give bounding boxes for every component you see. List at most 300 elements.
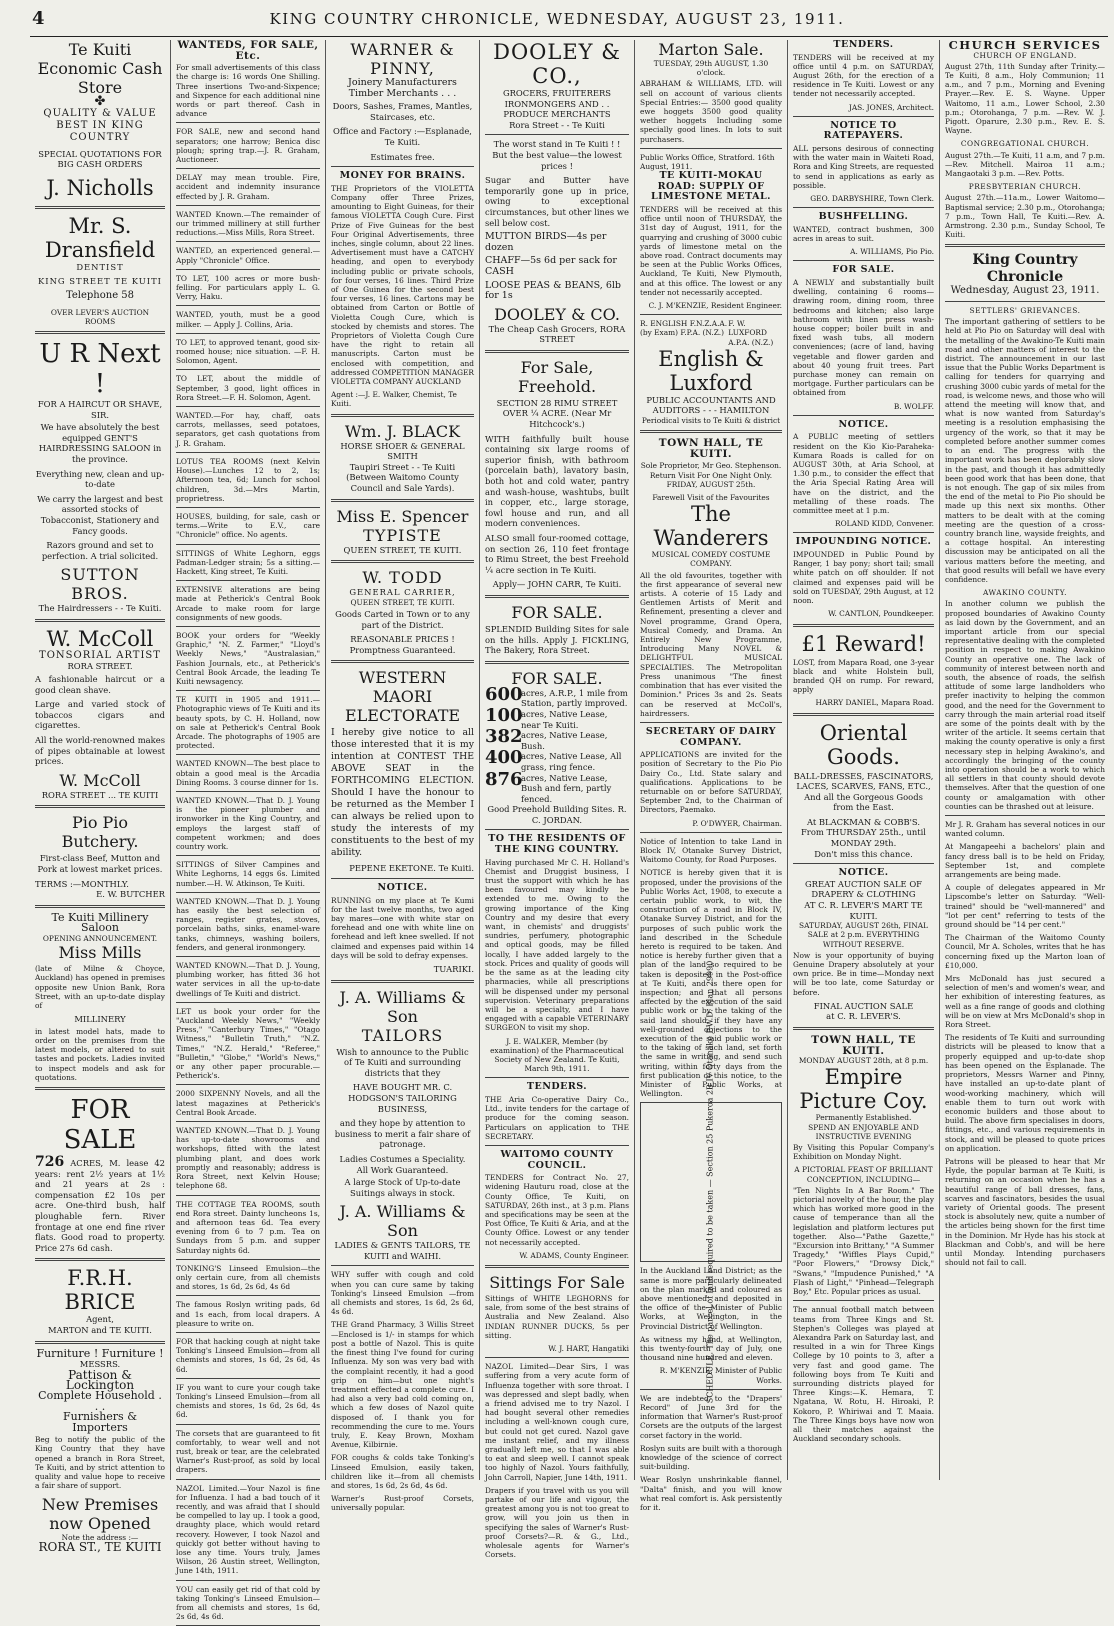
tenders-heading: TENDERS. [526,1081,588,1093]
black-name: Wm. J. BLACK [344,421,461,441]
chairman-note: The Chairman of the Waitomo County Council, Mr A. Scholes, writes that he has concerning fixed up the Marton loan of £10,000. [945,933,1105,970]
divider [640,832,782,833]
forsale-heading-3: FOR SALE. [832,264,895,276]
lot-description: acres, A.R.P., 1 mile from Station, partly improved. [521,687,628,709]
wanted-ad: The famous Roslyn writing pads, 6d and 1s each, from local drapers. A pleasure to write on. [176,1300,320,1328]
divider [640,148,782,149]
millinery-title: Te Kuiti Millinery Saloon [51,910,149,935]
lot-acres: 876 [485,768,523,790]
divider [793,1300,934,1301]
acres-ad [35,1154,165,1253]
dooley-name-2: DOOLEY & CO. [494,304,620,324]
permanent-line: Permanently Established. [815,1113,912,1123]
tonsorial-label: TONSORIAL ARTIST [39,649,161,661]
maori-heading: WESTERN MAORI ELECTORATE [344,668,461,726]
typiste-label: TYPISTE [363,525,442,545]
impounding-heading: IMPOUNDING NOTICE. [795,536,932,548]
divider [331,660,474,663]
wanted-ad: WANTED Known.—The remainder of our trimmed millinery at still further reductions.—Miss Mills, Rora Street. [176,209,320,238]
divider [176,168,320,169]
attention-text: and they hope by attention to business to merit a fair share of patronage. [334,1118,471,1150]
divider [176,1121,320,1122]
presbyterian-text: August 27th.—11a.m., Lower Waitomo—Baptismal service; 2.30 p.m., Otorohanga; 7 p.m., Town Hall, Te Kuiti.—Rev. A. Armstrong. 2.30 p.m., Sunday School, Te Kuiti. [945,193,1105,240]
wanted-ad: 2000 SIXPENNY Novels, and all the latest magazines at Petherick's Central Book Arcade. [176,1089,320,1117]
england-text: August 27th, 11th Sunday after Trinity.—Te Kuiti, 8 a.m., Holy Communion; 11 a.m., and 7 p.m., Morning and Evening Prayer.—Rev. E. S. Wayne. Upper Waitomo, 11 a.m., Lower School, 2.30 p.m.; Otorohanga, 7 p.m. —Rev. W. J. Pigott. Oparure, 2.30 p.m., Rev. E. S. Wayne. [945,61,1105,136]
house-text: WITH faithfully built house containing six large rooms of superior finish, with bathroom (porcelain bath), lavatory basin, both hot and cold water, pantry and wash-house, washtubs, built in copper, etc., large storage, fowl house and run, and all modern conveniences. [485,433,629,529]
nicholls-name: J. Nicholls [46,175,154,200]
lot-description: acres, Native Lease, near Te Kuiti. [521,708,608,730]
blackman-line: At BLACKMAN & COBB'S. [806,816,921,827]
wanted-ad: EXTENSIVE alterations are being made at Petherick's Central Book Arcade to make room for large consignments of new goods. [176,585,320,622]
wanted-ad: WANTED, an experienced general.—Apply "Chronicle" Office. [176,246,320,265]
corsets-text: Warner's Rust-proof Corsets, universally popular. [331,1494,474,1513]
rates-text: For small advertisements of this class the charge is: 16 words One Shilling. Three insertions Two-and-Sixpence; and Sixpence for each additional nine words or part thereof. Cash in advance [176,63,320,119]
roslyn-text: Roslyn suits are built with a thorough knowledge of the science of correct suit-building. [640,1443,782,1472]
rora-address: RORA ST., TE KUITI [38,1539,162,1554]
public-works-notice: NOTICE is hereby given that it is proposed, under the provisions of the Public Works Act, 1908, to execute a certain public work, to wit, the construction of a road in Block IV, Otanake Survey District, and for the purposes of such public work the land described in the Schedule hereto is required to be taken. And notice is hereby further given that a plan of the land so required to be taken is deposited in the Post-office at Te Kuiti, and is there open for inspection; and that all persons affected by the execution of the said public work or by the taking of the said land should, if they have any well-grounded objections to the execution of the said public work or to the taking of such land, set forth the same in writing, and send such writing, within forty days from the first publication of this notice, to the Minister of Public Works, at Wellington. [640,868,782,1099]
leghorns-text: Sittings of WHITE LEGHORNS for sale, from some of the best strains of Australia and New Zealand. Also INDIAN RUNNER DUCKS, 5s per sitting. [485,1293,629,1340]
divider [485,595,629,598]
column-1 [30,40,171,1554]
nazol-text: NAZOL Limited—Dear Sirs, I was suffering from a very acute form of Influenza together with sore throat. I was depressed and slept badly, when a friend advised me to try Nazol. I had bought several other remedies including a well-known cough cure, but could not get cured. Nazol gave me instant relief, and my illness gradually left me, so that I was able to eat and sleep well. I cannot speak too highly of Nazol. Yours faithfully, John Carroll, Napier, June 14th, 1911. [485,1362,629,1482]
sugar-text: Sugar and Butter have temporarily gone up in price, owing to exceptional circumstances, but other lines we sell below cost. [485,175,629,228]
wanted-ad: LET us book your order for the "Auckland Weekly News," "Weekly Press," "Canterbury Times," "Otago Witness," "Bulletin Truth," "N.Z. Times," "N.Z. Herald," "Referee," "Bulletin," "Globe," "World's News," or any other paper procurable.—Petherick's. [176,1006,320,1081]
divider [176,333,320,334]
column-4 [480,40,635,1560]
premises-title: New Premises now Opened [41,1494,159,1533]
divider [176,1195,320,1196]
forsale-title: FOR SALE [63,1095,137,1155]
divider [640,314,782,315]
over-lever: OVER LEVER'S AUCTION ROOMS [50,307,150,326]
presbyterian-heading: PRESBYTERIAN CHURCH. [968,182,1082,192]
wear-text: Wear Roslyn unshrinkable flannel, "Dalta" finish, and you will know what real comfort is. Ask persistently for it. [640,1475,782,1513]
divider [176,1424,320,1425]
lot-acres: 600 [485,683,523,705]
wanted-ad: THE COTTAGE TEA ROOMS, south end Rora street. Dainty luncheons 1s, and afternoon teas 6d. Tea every evening from 6 to 7 p.m. Tea on Sundays from 5 p.m. and supper Saturday nights 6d. [176,1199,320,1255]
tenders-text-2: TENDERS will be received at my office until 4 p.m. on SATURDAY, August 26th, for the erection of a residence in Te Kuiti. Lowest or any tender not necessarily accepted. [793,52,934,99]
masthead-title: KING COUNTRY CHRONICLE, WEDNESDAY, AUGUST 23, 1911. [269,10,845,28]
cheap-line: The Cheap Cash Grocers, RORA STREET [488,323,626,345]
wanted-ad: WANTED KNOWN.—That D. J. Young is the pioneer plumber and ironworker in the King Country, and employs the largest staff of competent workmen; and does country work. [176,795,320,851]
divider [793,863,934,864]
divider [176,956,320,957]
divider [331,1265,474,1266]
sutton-name: SUTTON BROS. [60,565,140,604]
divider [945,815,1105,816]
razors-text: Razors ground and set to perfection. A trial solicited. [41,540,159,561]
awakino-heading: AWAKINO COUNTY. [982,588,1068,598]
films-text: "Ten Nights In A Bar Room." The pictorial novelty of the hour, the play which has worked more good in the cause of temperance than all the legislation and platform lectures put together. Also—"Pathe Gazette," "Excursion into Brittany," "A Summer Tragedy," "Wiffles Plays Cupid," "Poor Flowers," "Drowsy Dick," "Swans," "Impudence Punished," "A Flash of Light," "Pinhead—Telegraph Boy," Etc. Popular prices as usual. [793,1185,934,1297]
wanted-ad: NAZOL Limited.—Your Nazol is fine for Influenza. I had a bad touch of it recently, and was afraid that I should be compelled to lay up. I took a good, draughty place, which would retard recovery. However, I took Nazol and quickly got better without having to lose any time. Yours truly, James Wilson, 26 Austin street, Wellington, June 14th, 1911. [176,1483,320,1576]
secretary-heading: SECRETARY OF DAIRY COMPANY. [645,725,777,748]
shoer-line: HORSE SHOER & GENERAL SMITH [340,440,465,462]
warner-name: WARNER & PINNY, [350,40,455,78]
proprietor-text: Sole Proprietor, Mr Geo. Stephenson. Return Visit For One Night Only. FRIDAY, AUGUST 25th. [640,461,782,489]
odwyer-sign: P. O'DWYER, Chairman. [692,818,782,828]
goods-text: Goods Carted in Town or to any part of the District. [335,608,470,630]
beef-text: First-class Beef, Mutton and Pork at lowest market prices. [37,853,163,874]
messrs-label: MESSRS. [79,1359,121,1370]
divider [176,122,320,123]
tuesday-line: TUESDAY, 29th AUGUST, 1.30 o'clock. [653,59,769,78]
thursday-line: From THURSDAY 25th., until MONDAY 29th. [801,827,926,849]
having-text: Having purchased Mr C. H. Holland's Chemist and Druggist business, I trust the support with which he has been favoured may kindly be extended to me. Owing to the growing importance of the King Country and my desire that every want, in chemists' and druggists' sundries, perfumery, photographic and optical goods, may be filled locally, I have added largely to the stock. Prices and quality of goods will be the same as at the leading city pharmacies, while all prescriptions will be dispensed under my personal supervision. Veterinary preparations will be a specialty, and I have engaged with a capable VETERINARY SURGEON to visit my shop. [485,857,629,1033]
saloon-text: We have absolutely the best equipped GENT'S HAIRDRESSING SALOON in the province. [38,422,162,464]
daniel-sign: HARRY DANIEL, Mapara Road. [815,698,934,708]
indebted-text: We are indebted to the "Drapers' Record" of June 3rd for the information that Warner's Rust-proof Corsets are the outputs of the largest corset factory in the world. [640,1393,782,1440]
luxford-name: F. W. LUXFORD A.P.A. (N.Z.) [728,319,774,347]
wish-text: Wish to announce to the Public of Te Kuiti and surrounding districts that they [336,1046,469,1078]
wanted-ad: WANTED KNOWN.—That D. J. Young, plumbing worker, has fitted 36 hot water services in all the up-to-date dwellings of Te Kuiti and district. [176,961,320,998]
carr-apply: Apply— JOHN CARR, Te Kuiti. [492,579,622,590]
impounded-text: IMPOUNDED in Public Pound by Ranger, 1 bay pony; short tail; small white patch on off shoulder. If not claimed and expenses paid will be sold on TUESDAY, 29th August, at 12 noon. [793,550,934,606]
schedule-text: SCHEDULE. The parcel of land required to be taken — Section 25 Pukeroa 2B IV Otanake P.W.D. Plan 29990 [705,961,715,1404]
costumes-line: Ladies Costumes a Speciality. [339,1153,466,1164]
kidd-sign: ROLAND KIDD, Convener. [835,519,934,529]
divider [485,1077,629,1078]
divider [485,1265,629,1268]
divider [793,207,934,208]
jones-sign: JAS. JONES, Architect. [848,102,934,112]
cottage-text: ALSO small four-roomed cottage, on section 26, 110 feet frontage to Rimu Street, the best Freehold ¼ acre section in Te Kuiti. [485,533,629,575]
doors-text: Doors, Sashes, Frames, Mantles, Staircases, etc. [332,101,473,122]
dentist-address: KING STREET TE KUITI [38,276,162,287]
land-lots [485,683,629,805]
stock-text: A large Stock of Up-to-date Suitings always in stock. [344,1177,461,1198]
divider [331,499,474,502]
drapers-text: Drapers if you travel with us you will partake of our life and vigour, the greatest among you is not too great to grow, will you join us then in specifying the sales of Warner's Rust-proof Corsets?—R. & G., Ltd., wholesale agents for Warner's Corsets. [485,1485,629,1560]
meeting-text: A PUBLIC meeting of settlers resident on the Kio Kio-Paraheka-Kumara Roads is called for on AUGUST 30th, at Aria School, at 1.30 p.m., to consider the effect that the Aria Special Rating Area will have on the district, and the metalling of these roads. The committee meet at 1 p.m. [793,432,934,516]
sittings-heading: Sittings For Sale [489,1272,625,1292]
williams-name: J. A. Williams & Son [339,987,466,1026]
divider [176,1479,320,1480]
divider [176,791,320,792]
accountants-names [640,319,782,347]
divider [176,1002,320,1003]
millinery-word: MILLINERY [74,1014,126,1025]
monday-line: MONDAY AUGUST 28th, at 8 p.m. [798,1056,929,1066]
dooley-name: DOOLEY & CO., [493,40,621,88]
rora-street: RORA STREET. [67,661,133,672]
lot-description: acres, Native Lease, All grass, ring fence. [521,751,622,772]
tobacco-text: We carry the largest and best assorted stocks of Tobacconist, Stationery and Fancy goods. [37,493,163,536]
aria-text: THE Aria Co-operative Dairy Co., Ltd., invite tenders for the cartage of produce for the coming season. Particulars on application to THE SECRETARY. [485,1094,629,1141]
divider [485,1145,629,1146]
brice-name: F.R.H. BRICE [64,1266,136,1315]
witness-text: As witness my hand, at Wellington, this twenty-fourth day of July, one thousand nine hundred and eleven. [640,1334,782,1363]
divider [176,855,320,856]
waitomo-heading: WAITOMO COUNTY COUNCIL. [500,1148,614,1171]
divider [176,544,320,545]
mkenzie-sign: C. J. M'KENZIE, Resident Engineer. [648,301,782,311]
divider [945,244,1105,247]
awakino-text: In another column we publish the proposed boundaries of Awakino County as laid down by the Government, and an important article from our special representative dealing with the completed position in respect to making Awakino County an operative one. The lack of community of interest between north and south, the absence of roads, the selfish attitude of some large landholders who prefer inactivity to helping the common good, and the need for the Government to carry through the main arterial road itself are some of the points dealt with by the writer of the article. It seems certain that making the county operative is only a first necessary step in helping Awakino's, and accordingly the bringing of the county into operation should be a work to which all settlers in that county should devote themselves. After that the question of one county or amalgamation with other counties can be thrashed out at leisure. [945,599,1105,811]
telephone: Telephone 58 [65,289,135,301]
wanted-ad: WANTED KNOWN—The best place to obtain a good meal is the Arcadia Dining Rooms. 3 course dinner for 1s. [176,759,320,787]
final-line: FINAL AUCTION SALE [813,1000,914,1011]
spend-line: SPEND AN ENJOYABLE AND INSTRUCTIVE EVENING [808,1122,919,1141]
masthead [0,8,1114,32]
pharmacy-text: THE Grand Pharmacy, 3 Willis Street—Enclosed is 1/- in stamps for which post a bottle of Nazol. This is quite the finest thing I've found for curing Influenza. My son was very bad with the complaint recently, it had a good grip on him—but one night's treatment effected a complete cure. I had also a very bad cold coming on, which a few doses of Nazol quite disposed of. I thank you for recommending the cure to me. Yours truly, E. Keay Brown, Moxham Avenue, Kilbirnie. [331,1320,474,1450]
hart-sign: W. J. HART, Hangatiki [548,1343,629,1353]
acres-figure: 726 [35,1154,65,1170]
mokau-road-heading: TE KUITI-MOKAU ROAD: SUPPLY OF LIMESTONE METAL. [651,170,771,203]
divider [793,415,934,416]
why-text: WHY suffer with cough and cold when you can cure same by taking Tonking's Linseed Emulsion —from all chemists and stores, 1s 6d, 2s 6d, 4s 6d. [331,1270,474,1317]
grocers-line: GROCERS, FRUITERERS IRONMONGERS AND . . PRODUCE MERCHANTS [502,88,612,120]
metal-tenders-text: TENDERS will be received at this office until noon of THURSDAY, the 31st day of August, 1911, for the quarrying and crushing of 3000 cubic yards of limestone metal on the above road. Contract documents may be seen at the Public Works Offices, Auckland, Te Kuiti, New Plymouth, and at this office. The lowest or any tender not necessarily accepted. [640,205,782,297]
quotations-line: SPECIAL QUOTATIONS FOR BIG CASH ORDERS [38,148,162,170]
divider [331,980,474,983]
divider [176,369,320,370]
notice-heading-3: NOTICE. [838,867,889,879]
wanderers-title: The Wanderers [653,502,769,551]
accountants-line: PUBLIC ACCOUNTANTS AND AUDITORS - - - HAMILTON [646,394,776,416]
money-heading: MONEY FOR BRAINS. [339,170,466,182]
jordan-line: Good Preehold Building Sites. R. C. JORDAN. [487,804,627,825]
todd-address: QUEEN STREET, TE KUITI. [350,597,455,607]
firm-name: English & Luxford [658,346,764,395]
graham-note: Mr J. R. Graham has several notices in our wanted column. [945,820,1105,839]
mills-text: (late of Milne & Choyce, Auckland) has opened in premises opposite new Union Bank, Rora Street, with an up-to-date display of [35,964,165,1010]
divider [176,892,320,893]
wanteds-list [176,127,320,1626]
dentist-label: DENTIST [76,261,124,272]
hairdressers-line: The Hairdressers - - Te Kuiti. [38,603,162,614]
divider [176,1378,320,1379]
column-3 [326,40,480,1513]
mills-name: Miss Mills [58,943,142,963]
divider [640,430,782,433]
congregational-text: August 27th.—Te Kuiti, 11 a.m, and 7 p.m.—Rev. Mitchell. Mairoa 11 a.m.; Mangaotaki 3 p.m. —Rev. Potts. [945,150,1105,179]
lot-description: acres, Native Lease, Bush and fern, partly fenced. [521,772,612,804]
divider [331,560,474,563]
auckland-text: In the Auckland Land District; as the same is more particularly delineated on the plan marked and coloured as above mentioned, and deposited in the office of the Minister of Public Works, at Wellington, in the Provincial District of Wellington. [640,1266,782,1331]
mcdonald-note: Mrs McDonald has just secured a selection of men's and women's wear, and her exhibition of interesting features, as well as a fine range of goods and clothing will be on view at Mrs McDonald's shop in Rora Street. [945,974,1105,1030]
musical-line: MUSICAL COMEDY COSTUME COMPANY. [651,550,771,569]
violetta-agent: Agent :—J. E. Walker, Chemist, Te Kuiti. [331,390,457,409]
divider [176,1295,320,1296]
wanted-ad: TO LET, about the middle of September, 3 good, light offices in Rora Street.—F. H. Solomon, Agent. [176,374,320,402]
peas-line: LOOSE PEAS & BEANS, 6lb for 1s [485,279,622,302]
divider [793,260,934,261]
wanted-ad: SITTINGS of White Leghorn, eggs Padman-Ledger strain; 5s a sitting.—Hackett, King street, Te Kuiti. [176,548,320,576]
divider [35,206,165,209]
miss-line: Don't miss this chance. [814,848,913,859]
applications-text: APPLICATIONS are invited for the position of Secretary to the Pio Pio Dairy Co., Ltd. State salary and qualifications. Applications to be returnable on or before SATURDAY, September 2nd, to the Chairman of Directors, Paemako. [640,750,782,815]
divider [176,269,320,270]
empire-title: Empire Picture Coy. [799,1065,928,1114]
pipes-text: All the world-renowned makes of pipes obtainable at lowest prices. [35,735,165,767]
quality-line: QUALITY & VALUE BEST IN KING COUNTRY [43,107,157,143]
furniture-title: Furniture ! Furniture ! [36,1346,164,1360]
divider [176,406,320,407]
farewell-line: Farewell Visit of the Favourites [652,493,770,503]
todd-name: W. TODD [362,568,443,588]
worst-text: The worst stand in Te Kuiti ! ! But the best value—the lowest prices ! [492,139,622,171]
mutton-line: MUTTON BIRDS—4s per dozen [485,231,607,253]
lost-text: LOST, from Mapara Road, one 3-year black and white Holstein bull, branded QH on rump. For reward, apply [793,657,934,695]
wanted-ad: SITTINGS of Silver Campines and White Leghorns, 14 eggs 6s. Limited number.—H. W. Atkinson, Te Kuiti. [176,860,320,888]
intention-text: Notice of Intention to take Land in Block IV, Otanake Survey District, Waitomo County, for Road Purposes. [640,836,782,865]
masthead-rule [30,36,1108,37]
lot-acres: 382 [485,726,523,748]
taupiri-line: Taupiri Street - - Te Kuiti (Between Waitomo County Council and Sale Yards). [346,461,459,493]
forsale-heading-2: FOR SALE. [511,668,603,688]
carrier-label: GENERAL CARRIER, [349,587,456,598]
oriental-heading: Oriental Goods. [819,720,908,769]
divider [176,241,320,242]
grievances-heading: SETTLERS' GRIEVANCES. [969,306,1081,316]
forsale-heading: FOR SALE. [511,602,603,622]
adams-sign: W. ADAMS, County Engineer. [519,1250,629,1260]
prices-line: REASONABLE PRICES ! Promptness Guaranteed. [349,634,456,655]
wanted-ad: WANTED, youth, must be a good milker. — Apply J. Collins, Aria. [176,310,320,329]
brice-location: MARTON and TE KUITI. [48,1324,152,1335]
cantlon-sign: W. CANTLON, Poundkeeper. [828,609,934,619]
column-6 [788,40,940,1480]
eketone-name: PEPENE EKETONE. Te Kuiti. [349,863,474,874]
opportunity-text: Now is your opportunity of buying Genuine Drapery absolutely at your own price. Be in time—Monday next will be too late, come Saturday or before. [793,950,934,997]
walker-sign: J. E. WALKER, Member (by examination) of the Pharmaceutical Society of New Zealand. Te Kuiti, March 9th, 1911. [490,1036,624,1074]
football-text: The annual football match between teams from Three Kings and St. Stephen's Colleges was played at Alexandra Park on Saturday last, and resulted in a win for Three Kings College by 10 points to 3, after a very fast and good game. The following boys from Te Kuiti and surrounding districts played for Three Kings:—K. Hemara, T. Ngatana, W. Rotu, H. Hiroaki, P. Kokoro, P. Whiriwai and T. Maaia. The Three Kings boys have now won all their matches against the Auckland secondary schools. [793,1305,934,1444]
divider [331,414,474,417]
section-text: SECTION 28 RIMU STREET OVER ¼ ACRE. (Near Mr Hitchcock's.) [496,397,618,430]
chaff-line: CHAFF—5s 6d per sack for CASH [485,255,617,277]
wanted-ad: IF you want to cure your cough take Tonking's Linseed Emulsion—from all chemists and stores, 1s 6d, 2s 6d, 4s 6d. [176,1382,320,1420]
bought-text: HAVE BOUGHT MR. C. HODGSON'S TAILORING BUSINESS, [348,1082,457,1114]
divider [176,1332,320,1333]
furnishers-line: Furnishers & Importers [62,1410,137,1434]
dransfield-name: Mr. S. Dransfield [44,213,156,262]
wanted-ad: TE KUITI in 1905 and 1911.—Photographic views of Te Kuiti and its beauty spots, by C. H. Holland, now on sale at Petherick's Central Book Arcade. The photographs of 1905 are protected. [176,695,320,751]
england-heading: CHURCH OF ENGLAND. [973,50,1077,60]
lot-acres: 100 [485,704,523,726]
wolff-sign: B. WOLFF. [893,401,934,411]
wanted-ad: DELAY may mean trouble. Fire, accident and indemnity insurance effected by J. R. Graham. [176,173,320,201]
wanted-ad: WANTED KNOWN.—That D. J. Young has up-to-date showrooms and workshops, fitted with the latest plumbing plant, and does work promptly and reasonably; address is Rora Street, next Kelvin House; telephone 68. [176,1126,320,1191]
hall-heading-2: TOWN HALL, TE KUITI. [811,1034,916,1057]
wanted-ad: FOR SALE, new and second hand separators; one harrow; Benica disc plough; spring trap.—J. R. Graham, Auctioneer. [176,127,320,165]
running-text: RUNNING on my place at Te Kumi for the last twelve months, two aged bay mares—one with white star on forehead and one with white line on forehead and left knee swelled. If not claimed and expenses paid within 14 days will be sold to defray expenses. [331,895,474,960]
divider [176,690,320,691]
divider [331,166,474,167]
works-office: Public Works Office, Stratford. 16th August, 1911. [640,152,775,172]
auction-line: GREAT AUCTION SALE OF DRAPERY & CLOTHING [804,878,922,900]
divider [35,1341,165,1344]
ornament-icon: ✤ [94,94,106,109]
wanted-ad: FOR that hacking cough at night take Tonking's Linseed Emulsion—from all chemists and stores, 1s 6d, 2s 6d, 4s 6d. [176,1336,320,1374]
feast-line: A PICTORIAL FEAST OF BRILLIANT CONCEPTION, INCLUDING— [794,1165,933,1184]
wanted-ad: TONKING'S Linseed Emulsion—the only certain cure, from all chemists and stores, 1s 6d, 2s 6d, 4s 6d [176,1263,320,1292]
wanted-ad: HOUSES, building, for sale, cash or terms.—Write to E.V., care "Chronicle" office. No agents. [176,511,320,540]
periodical-line: Periodical visits to Te Kuiti & district [641,416,781,426]
spencer-address: QUEEN STREET, TE KUITI. [343,544,462,555]
coughs-text: FOR coughs & colds take Tonking's Linseed Emulsion, easily taken, children like it—from all chemists and stores, 1s 6d, 2s 6d, 4s 6d. [331,1453,474,1490]
splendid-text: SPLENDID Building Sites for sale on the hills. Apply J. FICKLING, The Bakery, Rora Street. [485,623,629,656]
wanderers-text: All the old favourites, together with the first appearance of several new artists. A coterie of 15 Lady and Gentlemen Artists of Merit and Refinement, presenting a clever and Novel programme, Grand Opera, Musical Comedy, and Drama. An Entirely New Programme, Introducing Many NOVEL & DELIGHTFUL MUSICAL SPECIALTIES. The Metropolitan Press unanimous "The finest combination that has ever visited the Dominion." Prices 3s and 2s. Seats can be reserved at McColl's, hairdressers. [640,570,782,718]
marton-heading: Marton Sale. [658,40,764,59]
delegates-note: A couple of delegates appeared in Mr Lipscombe's letter on Saturday. "Well-trained" should be "well-mannered" and "lot per cent" referring to tests of the ground should be "14 per cent." [945,883,1105,930]
divider [176,1084,320,1085]
balls-text: BALL-DRESSES, FASCINATORS, LACES, SCARVES, FANS, ETC., And all the Gorgeous Goods from the East. [793,770,934,813]
lot-description: acres, Native Lease, Bush. [521,730,608,751]
water-text: ALL persons desirous of connecting with the water main in Waiteti Road, Rora and King Streets, are requested to send in applications as early as possible. [793,144,934,190]
divider [176,452,320,453]
ratepayers-heading: NOTICE TO RATEPAYERS. [823,119,904,142]
gents-line: LADIES & GENTS TAILORS, TE KUITI and WAIHI. [334,1240,471,1261]
tenders-heading-2: TENDERS. [833,39,894,50]
urnext-title: U R Next ! [39,338,161,399]
divider [485,1357,629,1358]
rora-line-2: RORA STREET ... TE KUITI [41,789,159,800]
guaranteed-line: All Work Guaranteed. [356,1164,449,1175]
minister-sign: R. M'KENZIE, Minister of Public Works. [659,1366,782,1385]
wanted-ad: WANTED.—For hay, chaff, oats carrots, mellasses, seed potatoes, separators, get cash quotations from J. R. Graham. [176,411,320,448]
wanted-ad: TO LET, to approved tenant, good six-roomed house; nice situation. —F. H. Solomon, Agent. [176,337,320,366]
fashion-text: A fashionable haircut or a good clean shave. [35,674,165,695]
divider [35,1087,165,1090]
divider [793,713,934,716]
estimates-line: Estimates free. [370,151,435,162]
divider [793,116,934,117]
divider [35,619,165,622]
visiting-text: By Visiting this Popular Company's Exhibition on Monday Night. [793,1143,934,1162]
lever-line-2: at C. R. LEVER'S. [826,1011,901,1022]
residents-heading: TO THE RESIDENTS OF THE KING COUNTRY. [488,833,626,856]
english-name: R. ENGLISH F.N.Z.A.A. (by Exam) F.P.A. (N.Z.) [640,319,728,338]
butcher-name: E. W. BUTCHER [96,889,165,900]
violetta-text: THE Proprietors of the VIOLETTA Company offer Three Prizes, amounting to Eight Guineas, for their famous VIOLETTA Cough Cure. First Prize of Five Guineas for the best Four Original Advertisements, three inches, single column, about 22 lines. Advertisement must have a CATCHY heading, and open to everybody including public or private schools, for four verses, 16 lines. Third Prize of One Guinea for the second best four verses, 16 lines. Cartons may be obtained from Carton or Bottle of Violetta Cough Cure, which is stocked by chemists and stores. The Proprietors of Violetta Cough Cure have the right to retain all manuscripts. Carton must be enclosed with competition, and addressed COMPETITION MANAGER VIOLETTA COMPANY AUCKLAND [331,183,474,387]
divider [35,905,165,908]
divider [176,626,320,627]
notice-heading: NOTICE. [377,881,428,893]
notice-heading-2: NOTICE. [838,418,889,430]
editorial-text: The important gathering of settlers to be held at Pio Pio on Saturday will deal with the metalling of the Awakino-Te Kuiti main road and other matters of interest to the district. The announcement in our last issue that the Public Works Department is calling for tenders for quarrying and crushing 3000 cubic yards of metal for the road, is welcome news, and those who will attend the meeting will know that, and what is now wanted from Saturday's meeting is a resolution emphasising the urgency of the work, so that it may be completed before another summer comes to an end. The progress with the important work has been deplorably slow in the past, and though it has admittedly been good work that has been done, that is not enough. The gap of six miles from the end of the metal to Pio Pio should be made up this next six months. Other matters to be dealt with at the coming meeting are the question of a cross-country branch line, wayside freights, and a cottage hospital. An interesting discussion may be anticipated on all the various matters before the meeting, and that good results will befall we have every confidence. [945,317,1105,584]
note-address: Note the address :— [61,1532,139,1542]
terms-line: TERMS :—MONTHLY. [35,878,129,889]
hall-heading: TOWN HALL, TE KUITI. [658,437,764,460]
williams-sign: A. WILLIAMS, Pio Pio. [850,247,934,257]
wanted-ad: WANTED KNOWN.—That D. J. Young has easily the best selection of ranges, register grates, stoves, porcelain baths, sinks, enamel-ware tanks, chimneys, washing boilers, fenders, and general ironmongery. [176,896,320,952]
divider [485,829,629,830]
wanted-ad: BOOK your orders for "Weekly Graphic," "N. Z. Farmer," "Lloyd's Weekly News," "Australasian," Fashion Journals, etc., at Petherick's Central Book Arcade, the leading Te Kuiti newsagency. [176,630,320,686]
divider [485,350,629,353]
column-7 [940,40,1110,1480]
chronicle-title: King Country Chronicle [972,252,1078,286]
congregational-heading: CONGREGATIONAL CHURCH. [960,139,1090,149]
dwelling-text: A NEWLY and substantially built dwelling, containing 6 rooms—drawing room, dining room, three bedrooms and kitchen; also large bathroom with linen press wash-house copper; boiler built in and fixed wash tubs, all modern conveniences; (acre of land, having vegetable and flower garden and about 40 young fruit trees. Part purchase money can remain on mortgage. Further particulars can be obtained from [793,278,934,398]
tenders-text: TENDERS for Contract No. 27, widening Hauturu road, close at the County Office, Te Kuiti, on SATURDAY, 26th inst., at 3 p.m. Plans and specifications may be seen at the Post Office, Te Kuiti & Aria, and at the County Office. Lowest or any tender not necessarily accepted. [485,1173,629,1247]
divider [35,331,165,334]
williams-name-2: J. A. Williams & Son [339,1202,466,1241]
brice-agent: Agent, [86,1314,114,1325]
election-notice: I hereby give notice to all those interested that it is my intention at CONTEST THE ABOVE SEAT in the FORTHCOMING ELECTION. Should I have the honour to be returned as the Member I can always be relied upon to study the interests of my constituents to the best of my ability. [331,727,474,859]
divider [35,805,165,808]
divider [793,1027,934,1030]
reward-heading: £1 Reward! [801,631,926,656]
dooley-address: Rora Street - - Te Kuiti [509,119,605,130]
opening-line: OPENING ANNOUNCEMENT. [42,933,158,943]
piopio-title: Pio Pio Butchery. [61,813,139,852]
tailors-label: TAILORS [361,1025,444,1045]
wanted-ad: TO LET, 100 acres or more bush-felling. For particulars apply L. G. Verry, Haku. [176,273,320,302]
bushmen-text: WANTED, contract bushmen, 300 acres in areas to suit. [793,224,934,244]
church-heading: CHURCH SERVICES [948,38,1102,52]
divider [176,305,320,306]
saturday-line: SATURDAY, AUGUST 26th, FINAL SALE at 2 p.m. EVERYTHING WITHOUT RESERVE. [799,921,928,949]
